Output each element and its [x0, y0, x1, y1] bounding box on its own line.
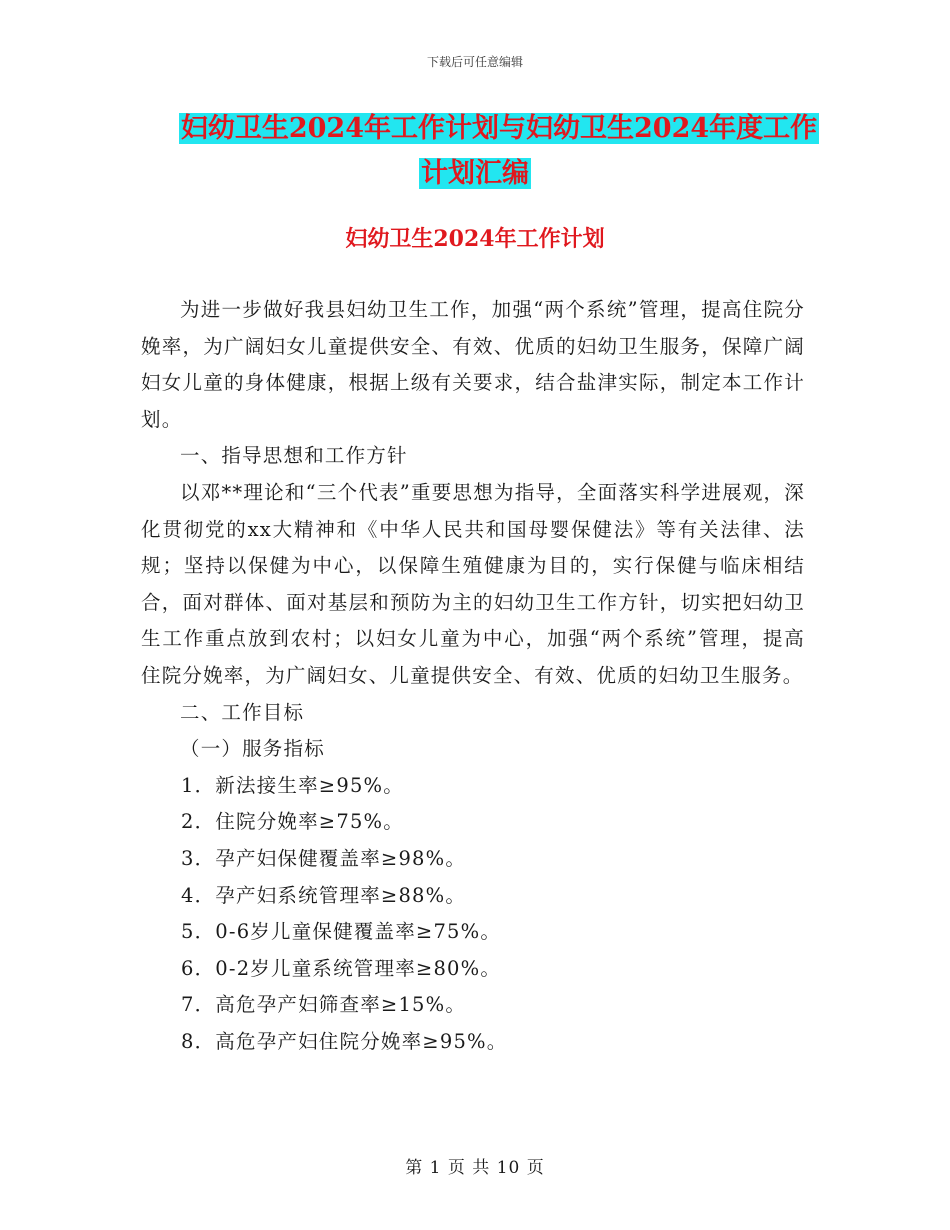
document-title-highlight-2: 计划汇编: [421, 158, 529, 189]
heading-work-targets: 二、工作目标: [180, 700, 305, 724]
heading-guiding-principles: 一、指导思想和工作方针: [180, 444, 408, 468]
indicator-item: 8．高危孕产妇住院分娩率≥95%。: [181, 1029, 508, 1053]
document-title-line-2: [0, 155, 950, 193]
indicator-item: 7．高危孕产妇筛查率≥15%。: [181, 993, 467, 1017]
document-title-highlight-1: 妇幼卫生2024年工作计划与妇幼卫生2024年度工作: [180, 113, 818, 144]
indicator-item: 4．孕产妇系统管理率≥88%。: [181, 883, 467, 907]
guiding-paragraph: 以邓**理论和“三个代表”重要思想为指导，全面落实科学进展观，深化贯彻党的xx大精神和《中华人民共和国母婴保健法》等有关法律、法规；坚持以保健为中心，以保障生殖健康为目的，实行保健与临床相结合，面对群体、面对基层和预防为主的妇幼卫生工作方针，切实把妇幼卫生工作重点放到农村；以妇女儿童为中心，加强“两个系统”管理，提高住院分娩率，为广阔妇女、儿童提供安全、有效、优质的妇幼卫生服务。: [141, 480, 805, 687]
subheading-service-indicators: （一）服务指标: [180, 737, 325, 761]
page-footer: 第 1 页 共 10 页: [405, 1158, 545, 1178]
indicator-item: 3．孕产妇保健覆盖率≥98%。: [181, 846, 467, 870]
section-title: 妇幼卫生2024年工作计划: [345, 226, 605, 252]
document-title-line-1: [0, 110, 950, 148]
indicator-list: [141, 768, 805, 1061]
indicator-item: 1．新法接生率≥95%。: [181, 773, 404, 797]
indicator-item: 5．0-6岁儿童保健覆盖率≥75%。: [181, 920, 502, 944]
intro-paragraph: 为进一步做好我县妇幼卫生工作，加强“两个系统”管理，提高住院分娩率，为广阔妇女儿童提供安全、有效、优质的妇幼卫生服务，保障广阔妇女儿童的身体健康，根据上级有关要求，结合盐津实际，制定本工作计划。: [141, 298, 805, 431]
indicator-item: 6．0-2岁儿童系统管理率≥80%。: [181, 956, 502, 980]
header-note: 下载后可任意编辑: [426, 55, 523, 69]
document-body: [141, 292, 805, 1060]
indicator-item: 2．住院分娩率≥75%。: [181, 810, 404, 834]
